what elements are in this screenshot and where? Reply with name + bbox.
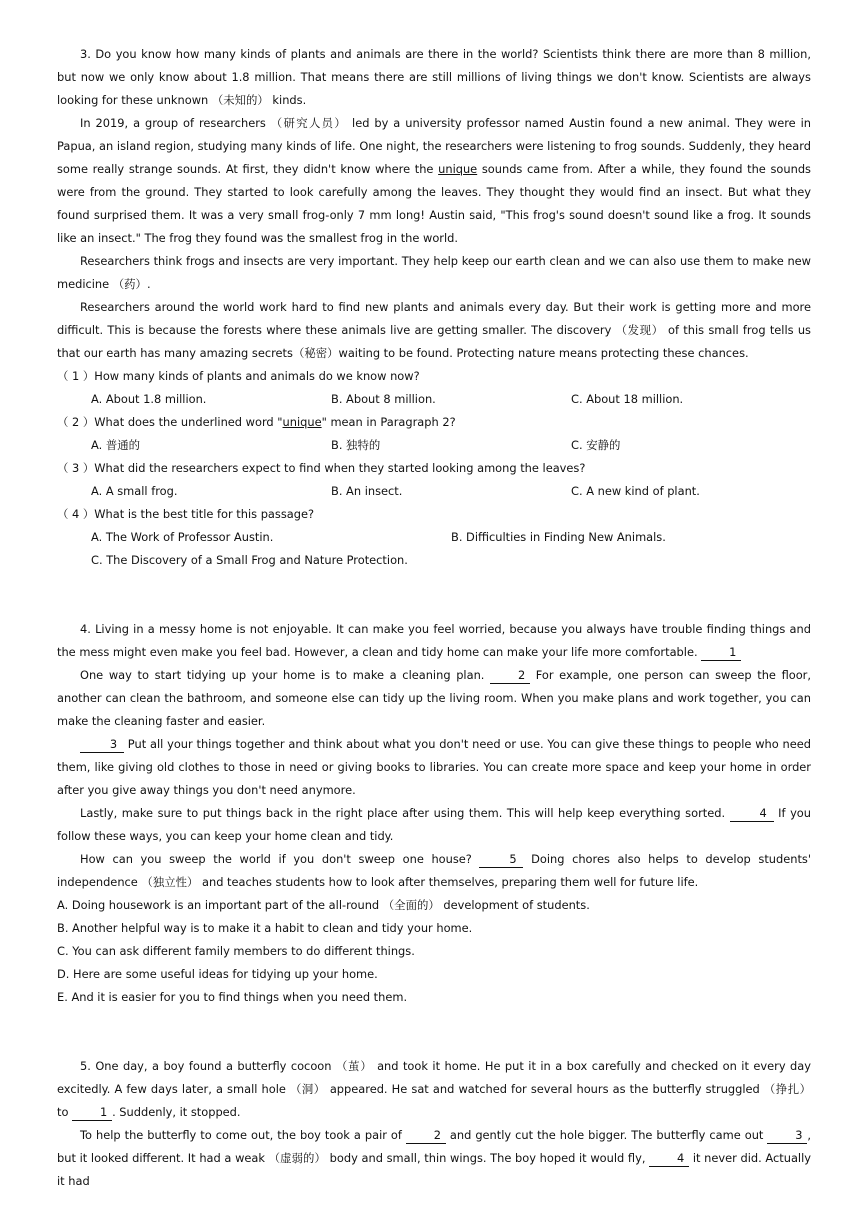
q2-option-c: C. 安静的 <box>571 438 621 452</box>
q4-option-a: A. The Work of Professor Austin. <box>91 530 274 544</box>
p3-para2-text-a: In 2019, a group of researchers （研究人员） led by a university professor named Austin found a new animal. They were in Papua, an island region, studying many kinds of life. One night, the researchers were listening to frog sounds. Suddenly, they heard some really strange sounds. At first, they didn't know where the <box>57 116 811 176</box>
q2-stem-b: " mean in Paragraph 2? <box>321 415 456 429</box>
p5-blank-1[interactable]: 1 <box>72 1105 112 1121</box>
p4-para2-text-b: For example, one person can sweep the floor, another can clean the bathroom, and someone else can tidy up the living room. When you make plans and work together, you can make the cleaning faster and easier. <box>57 668 811 728</box>
underlined-word-unique: unique <box>438 162 478 176</box>
question-3-stem: （ 3 ）What did the researchers expect to find when they started looking among the leaves? <box>57 461 586 475</box>
p5-para2-text-c: , but it looked different. It had a weak （虚弱的） body and small, thin wings. The boy hoped it would fly, <box>57 1128 812 1165</box>
blank-5[interactable]: 5 <box>479 852 523 868</box>
q3-option-c: C. A new kind of plant. <box>571 484 700 498</box>
p4-para5-text-b: Doing chores also helps to develop students' independence （独立性） and teaches students how to look after themselves, preparing them well for future life. <box>57 852 812 889</box>
question-1-options <box>57 388 811 411</box>
p4-option-e: E. And it is easier for you to find things when you need them. <box>57 990 408 1004</box>
question-2-options <box>57 434 811 457</box>
q2-option-a: A. 普通的 <box>91 438 141 452</box>
p4-paragraph-5 <box>57 848 811 894</box>
question-4-options-row1 <box>57 526 811 549</box>
p3-paragraph-1: 3. Do you know how many kinds of plants and animals are there in the world? Scientists think there are more than 8 million, but now we only know about 1.8 million. That means there are still millions of living things we don't know. Scientists are always looking for these unknown （未知的） kinds. <box>57 47 811 107</box>
p4-para2-text-a: One way to start tidying up your home is to make a cleaning plan. <box>80 668 491 682</box>
p5-para2-text-d: it never did. Actually it had <box>57 1151 812 1188</box>
question-1-stem: （ 1 ）How many kinds of plants and animals do we know now? <box>57 369 420 383</box>
p4-option-b: B. Another helpful way is to make it a habit to clean and tidy your home. <box>57 921 473 935</box>
p5-para1-text-a: 5. One day, a boy found a butterfly cocoon （茧） and took it home. He put it in a box carefully and checked on it every day excitedly. A few days later, a small hole （洞） appeared. He sat and watched for several hours as the butterfly struggled （挣扎） to <box>57 1059 811 1119</box>
question-2-stem <box>57 411 811 434</box>
p4-paragraph-4 <box>57 802 811 848</box>
p4-paragraph-1 <box>57 618 811 664</box>
p4-para4-text-a: Lastly, make sure to put things back in the right place after using them. This will help keep everything sorted. <box>80 806 730 820</box>
p4-para3-text: Put all your things together and think about what you don't need or use. You can give these things to people who need them, like giving old clothes to those in need or giving books to libraries. You can create more space and keep your home in order after you give away things you don't need anymore. <box>57 737 811 797</box>
p4-para5-text-a: How can you sweep the world if you don't sweep one house? <box>80 852 480 866</box>
blank-4[interactable]: 4 <box>730 806 774 822</box>
question-3-options <box>57 480 811 503</box>
worksheet-page <box>57 43 811 1193</box>
blank-3[interactable]: 3 <box>80 737 124 753</box>
p4-para4-text-b: If you follow these ways, you can keep your home clean and tidy. <box>57 806 811 843</box>
p5-blank-2[interactable]: 2 <box>406 1128 446 1144</box>
p4-para1-text: 4. Living in a messy home is not enjoyable. It can make you feel worried, because you always have trouble finding things and the mess might even make you feel bad. However, a clean and tidy home can make your life more comfortable. <box>57 622 811 659</box>
question-4-stem: （ 4 ）What is the best title for this passage? <box>57 507 315 521</box>
p5-blank-3[interactable]: 3 <box>767 1128 807 1144</box>
q1-option-b: B. About 8 million. <box>331 392 436 406</box>
q3-option-a: A. A small frog. <box>91 484 178 498</box>
question-4-options-row2 <box>57 549 811 572</box>
q2-option-b: B. 独特的 <box>331 438 381 452</box>
blank-1[interactable]: 1 <box>701 645 741 661</box>
q3-option-b: B. An insect. <box>331 484 403 498</box>
p5-para1-text-b: . Suddenly, it stopped. <box>112 1105 241 1119</box>
p3-paragraph-2 <box>57 112 811 250</box>
p3-paragraph-4: Researchers around the world work hard to find new plants and animals every day. But their work is getting more and more difficult. This is because the forests where these animals live are getting smaller. The discovery （发现） of this small frog tells us that our earth has many amazing secrets（秘密）waiting to be found. Protecting nature means protecting these chances. <box>57 300 811 360</box>
blank-2[interactable]: 2 <box>490 668 530 684</box>
p4-option-d: D. Here are some useful ideas for tidying up your home. <box>57 967 378 981</box>
q2-stem-a: （ 2 ）What does the underlined word " <box>57 415 283 429</box>
p5-paragraph-2 <box>57 1124 811 1193</box>
p4-paragraph-2 <box>57 664 811 733</box>
q2-stem-underlined: unique <box>282 415 322 429</box>
p5-paragraph-1 <box>57 1055 811 1124</box>
p4-paragraph-3 <box>57 733 811 802</box>
q4-option-c: C. The Discovery of a Small Frog and Nature Protection. <box>91 553 408 567</box>
q4-option-b: B. Difficulties in Finding New Animals. <box>451 530 666 544</box>
p5-para2-text-b: and gently cut the hole bigger. The butterfly came out <box>445 1128 768 1142</box>
p5-para2-text-a: To help the butterfly to come out, the boy took a pair of <box>80 1128 406 1142</box>
q1-option-c: C. About 18 million. <box>571 392 684 406</box>
section-gap <box>57 572 811 618</box>
q1-option-a: A. About 1.8 million. <box>91 392 207 406</box>
section-gap <box>57 1009 811 1055</box>
p3-para2-text-b: sounds came from. After a while, they found the sounds were from the ground. They started to look carefully among the leaves. They thought they would find an insect. But what they found surprised them. It was a very small frog-only 7 mm long! Austin said, "This frog's sound doesn't sound like a frog. It sounds like an insect." The frog they found was the smallest frog in the world. <box>57 162 811 245</box>
p3-paragraph-3: Researchers think frogs and insects are very important. They help keep our earth clean and we can also use them to make new medicine （药）. <box>57 254 811 291</box>
p4-option-a: A. Doing housework is an important part of the all-round （全面的） development of students. <box>57 898 590 912</box>
p4-option-c: C. You can ask different family members to do different things. <box>57 944 415 958</box>
p5-blank-4[interactable]: 4 <box>649 1151 689 1167</box>
